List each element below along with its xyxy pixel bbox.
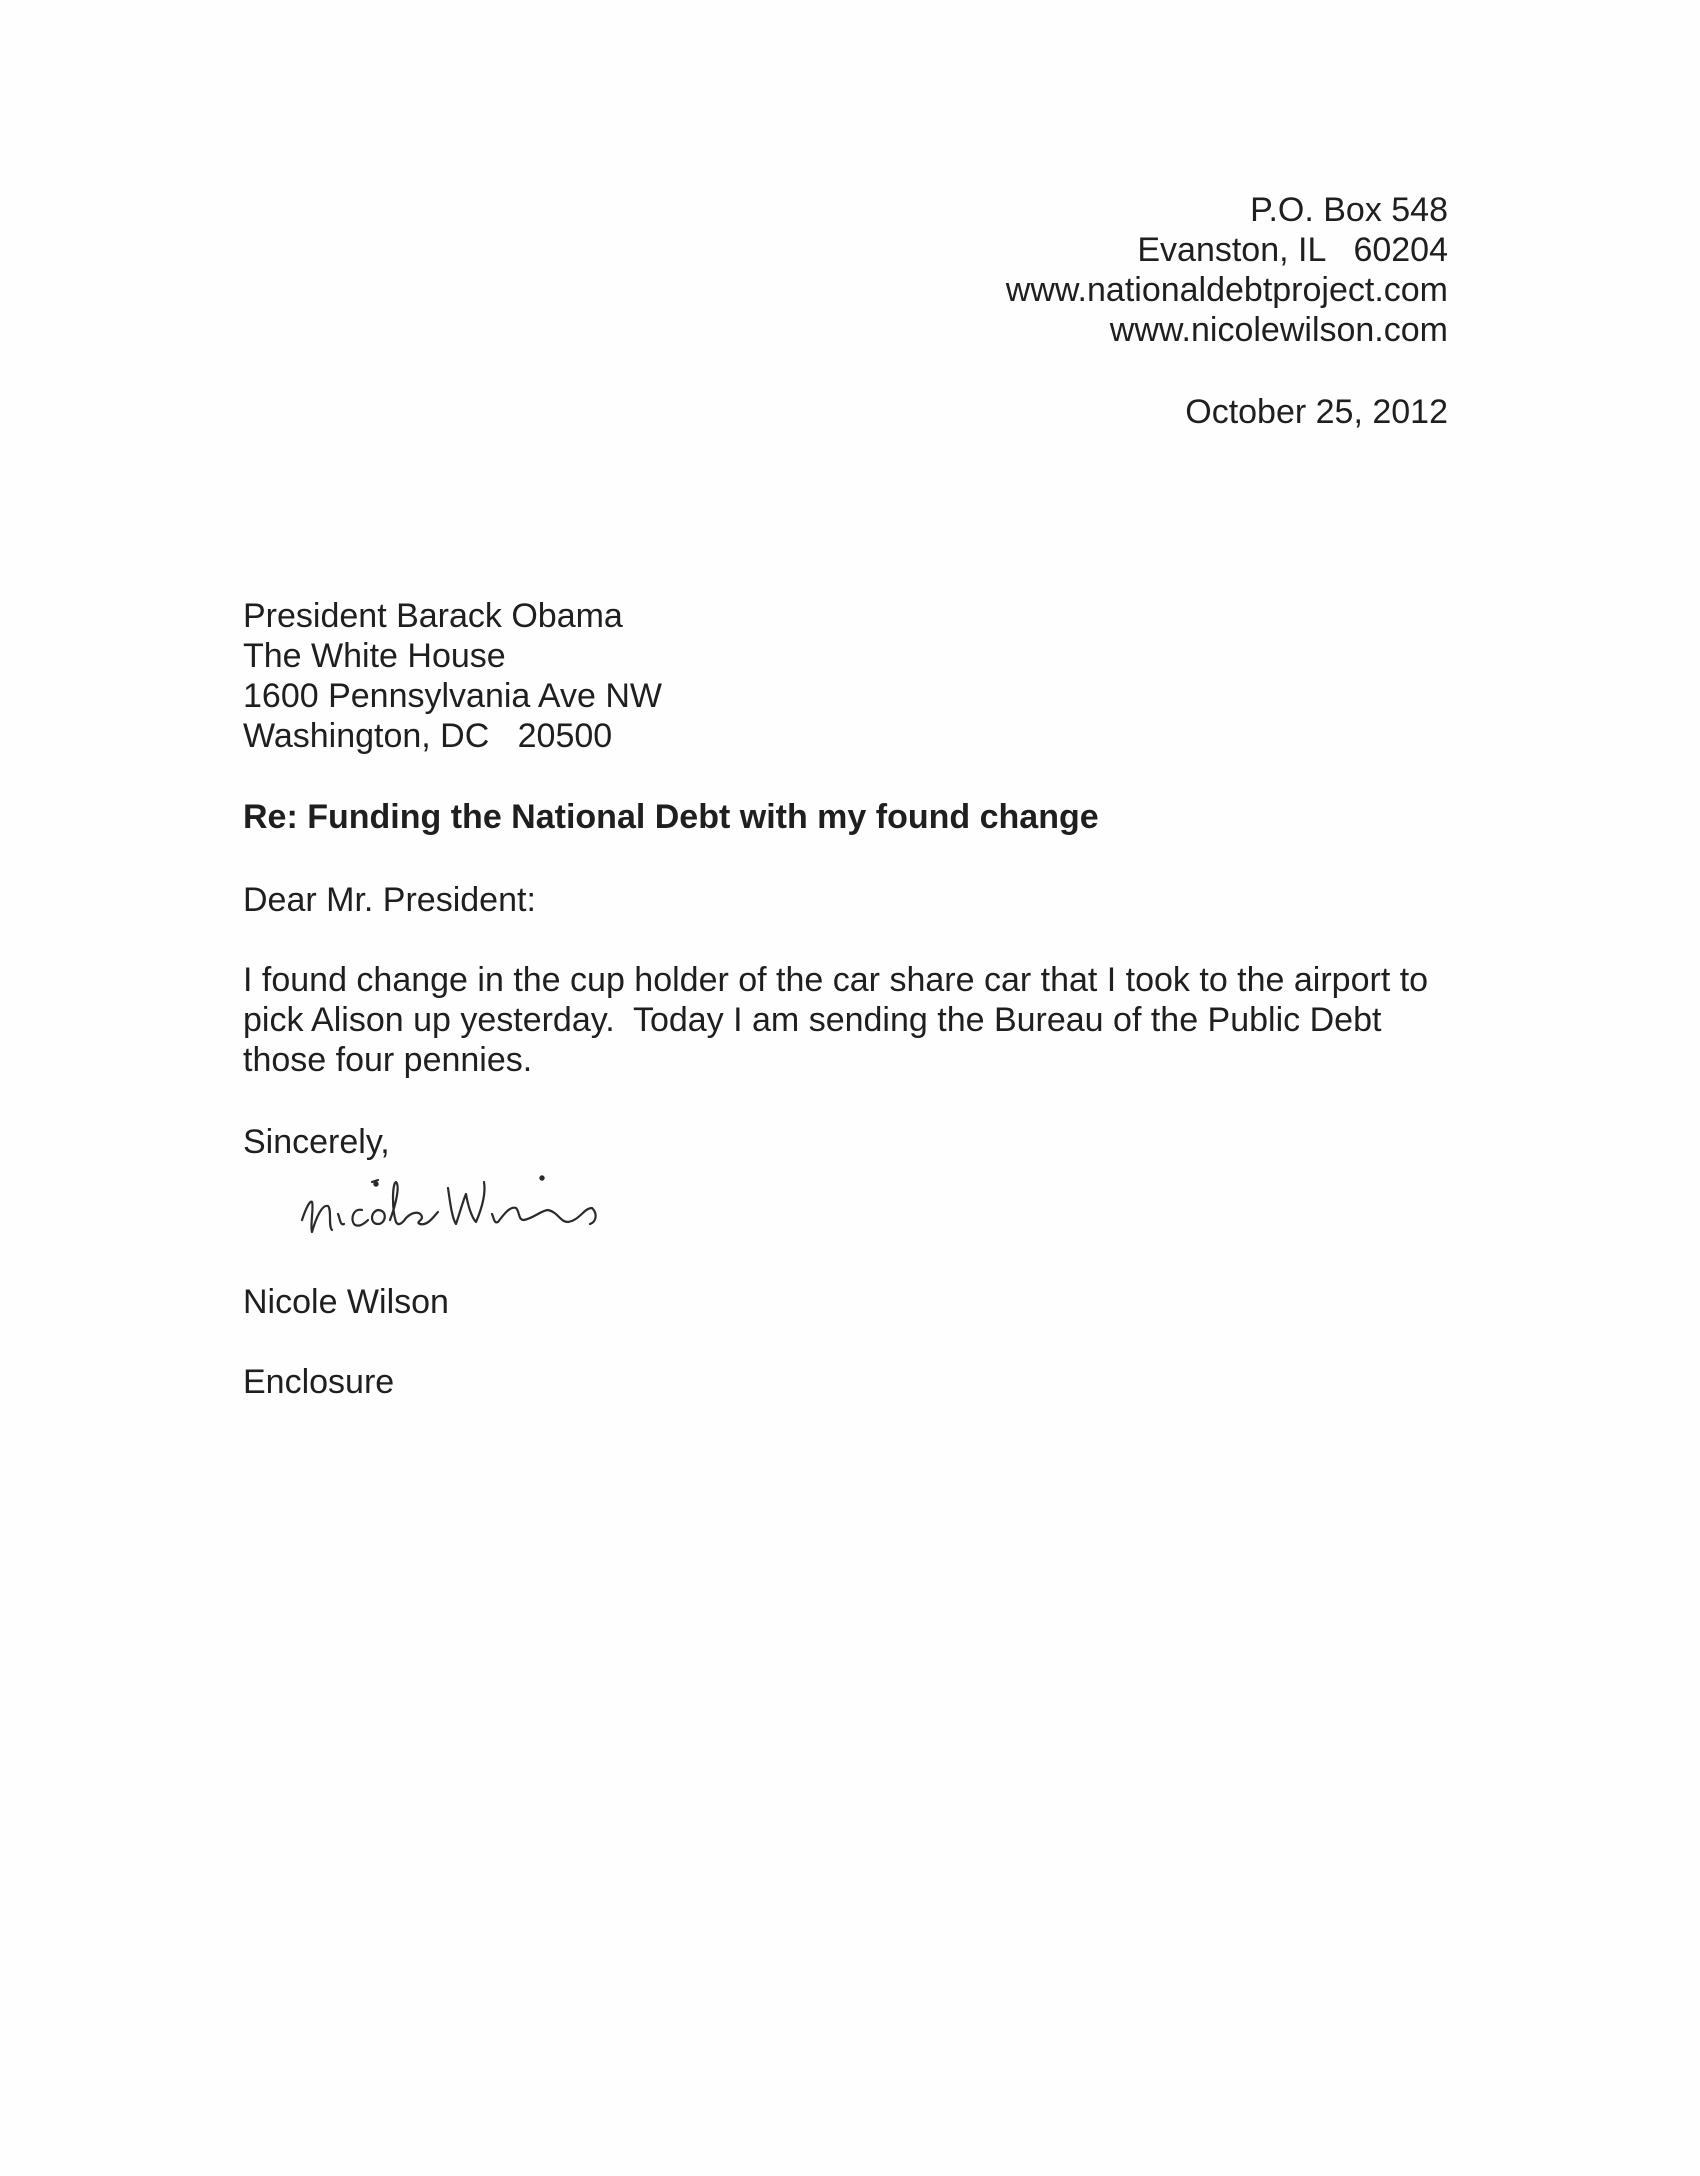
recipient-city-line: Washington, DC 20500 bbox=[243, 717, 613, 755]
recipient-org: The White House bbox=[243, 637, 506, 675]
recipient-address bbox=[243, 596, 662, 756]
sender-website-1: www.nationaldebtproject.com bbox=[1005, 271, 1448, 309]
body-line: those four pennies. bbox=[243, 1041, 533, 1079]
letter-date: October 25, 2012 bbox=[1185, 393, 1448, 431]
return-address bbox=[1006, 190, 1448, 350]
sender-city-line: Evanston, IL 60204 bbox=[1137, 231, 1448, 269]
po-box: P.O. Box 548 bbox=[1250, 191, 1448, 229]
letter-body bbox=[243, 960, 1473, 1080]
body-line: I found change in the cup holder of the car share car that I took to the airport to bbox=[243, 961, 1429, 999]
recipient-name: President Barack Obama bbox=[243, 597, 623, 635]
handwritten-signature bbox=[298, 1160, 688, 1260]
closing: Sincerely, bbox=[243, 1123, 390, 1161]
salutation: Dear Mr. President: bbox=[243, 881, 536, 919]
enclosure-notation: Enclosure bbox=[243, 1363, 395, 1401]
signer-name: Nicole Wilson bbox=[243, 1283, 449, 1321]
subject-line: Re: Funding the National Debt with my found change bbox=[243, 798, 1099, 836]
sender-website-2: www.nicolewilson.com bbox=[1109, 311, 1448, 349]
recipient-street: 1600 Pennsylvania Ave NW bbox=[243, 677, 662, 715]
body-line: pick Alison up yesterday. Today I am sending the Bureau of the Public Debt bbox=[243, 1001, 1382, 1039]
